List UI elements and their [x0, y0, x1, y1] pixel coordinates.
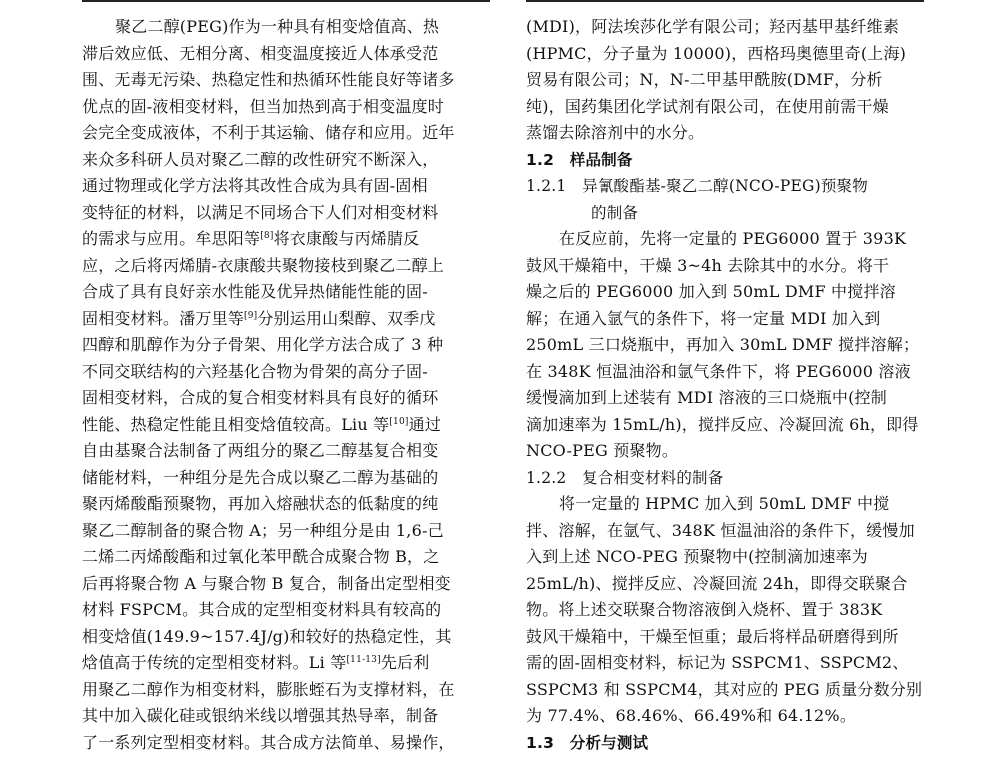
text-line: 不同交联结构的六羟基化合物为骨架的高分子固- — [82, 361, 428, 381]
citation-ref: [10] — [389, 416, 409, 427]
text-line: 25mL/h)、搅拌反应、冷凝回流 24h，即得交联聚合 — [526, 573, 908, 593]
text-line: 自由基聚合法制备了两组分的聚乙二醇基复合相变 — [82, 441, 439, 460]
text-segment: 先后利 — [380, 653, 430, 672]
text-line — [82, 650, 490, 677]
right-column — [526, 14, 924, 756]
text-line: 燥之后的 PEG6000 加入到 50mL DMF 中搅拌溶 — [526, 282, 896, 301]
text-line: 鼓风干燥箱中，干燥 3~4h 去除其中的水分。将干 — [526, 255, 890, 275]
text-line: 蒸馏去除溶剂中的水分。 — [526, 123, 705, 142]
text-line: 滴加速率为 15mL/h)，搅拌反应、冷凝回流 6h，即得 — [526, 414, 919, 434]
text-line: 鼓风干燥箱中，干燥至恒重；最后将样品研磨得到所 — [526, 626, 899, 646]
text-line: SSPCM3 和 SSPCM4，其对应的 PEG 质量分数分别 — [526, 679, 923, 699]
text-line: 固相变材料，合成的复合相变材料具有良好的循环 — [82, 388, 439, 407]
left-column — [82, 14, 490, 756]
text-segment: 将衣康酸与丙烯腈反 — [273, 229, 420, 248]
text-line: 变特征的材料，以满足不同场合下人们对相变材料 — [82, 202, 439, 222]
top-rule-left — [82, 0, 490, 2]
text-line: 后再将聚合物 A 与聚合物 B 复合，制备出定型相变 — [82, 573, 451, 593]
text-line: 在 348K 恒温油浴和氩气条件下，将 PEG6000 溶液 — [526, 361, 911, 381]
text-line: 贸易有限公司；N，N-二甲基甲酰胺(DMF，分析 — [526, 70, 883, 89]
text-line: 入到上述 NCO-PEG 预聚物中(控制滴加速率为 — [526, 547, 868, 566]
text-line: 通过物理或化学方法将其改性合成为具有固-固相 — [82, 176, 428, 195]
section-heading: 1.3 分析与测试 — [526, 733, 649, 752]
text-segment: 性能、热稳定性能且相变焓值较高。Liu 等 — [82, 414, 390, 434]
text-line: 解；在通入氩气的条件下，将一定量 MDI 加入到 — [526, 308, 881, 328]
text-line — [82, 226, 490, 253]
top-rule-right — [526, 0, 924, 2]
text-segment: 通过 — [408, 414, 442, 434]
text-line: 围、无毒无污染、热稳定性和热循环性能良好等诸多 — [82, 70, 455, 89]
text-line: 储能材料，一种组分是先合成以聚乙二醇为基础的 — [82, 467, 439, 487]
text-line: 在反应前，先将一定量的 PEG6000 置于 393K — [559, 229, 907, 248]
text-line: 纯)，国药集团化学试剂有限公司，在使用前需干燥 — [526, 96, 889, 116]
text-line: 相变焓值(149.9~157.4J/g)和较好的热稳定性，其 — [82, 626, 452, 646]
text-line: 合成了具有良好亲水性能及优异热储能性能的固- — [82, 282, 428, 301]
text-line: (MDI)，阿法埃莎化学有限公司；羟丙基甲基纤维素 — [526, 17, 900, 36]
text-line: 二烯二丙烯酸酯和过氧化苯甲酰合成聚合物 B，之 — [82, 547, 440, 566]
text-line: (HPMC，分子量为 10000)，西格玛奥德里奇(上海) — [526, 43, 907, 63]
text-line: 聚乙二醇制备的聚合物 A；另一种组分是由 1,6-己 — [82, 520, 444, 540]
text-line: 聚丙烯酸酯预聚物，再加入熔融状态的低黏度的纯 — [82, 494, 439, 513]
text-line: 会完全变成液体，不利于其运输、储存和应用。近年 — [82, 123, 455, 142]
subsection-heading: 1.2.1 异氰酸酯基-聚乙二醇(NCO-PEG)预聚物 — [526, 177, 868, 195]
text-line: 滞后效应低、无相分离、相变温度接近人体承受范 — [82, 43, 439, 63]
section-heading: 1.2 样品制备 — [526, 150, 633, 169]
text-line: 用聚乙二醇作为相变材料，膨胀蛭石为支撑材料，在 — [82, 679, 455, 699]
text-line: 优点的固-液相变材料，但当加热到高于相变温度时 — [82, 96, 445, 116]
text-line: 将一定量的 HPMC 加入到 50mL DMF 中搅 — [559, 494, 890, 513]
subsection-heading: 的制备 — [591, 203, 639, 222]
text-line: 聚乙二醇(PEG)作为一种具有相变焓值高、热 — [115, 17, 440, 36]
text-segment: 固相变材料。潘万里等 — [82, 308, 245, 328]
text-line: 来众多科研人员对聚乙二醇的改性研究不断深入， — [82, 149, 439, 169]
text-line: 了一系列定型相变材料。其合成方法简单、易操作， — [82, 732, 455, 752]
text-line: 材料 FSPCM。其合成的定型相变材料具有较高的 — [82, 600, 442, 619]
text-line: NCO-PEG 预聚物。 — [526, 441, 679, 460]
text-segment: 的需求与应用。牟思阳等 — [82, 229, 261, 248]
text-line: 为 77.4%、68.46%、66.49%和 64.12%。 — [526, 706, 857, 725]
text-segment: 焓值高于传统的定型相变材料。Li 等 — [82, 653, 347, 672]
citation-ref: [11-13] — [346, 655, 381, 665]
text-segment: 分别运用山梨醇、双季戊 — [257, 308, 436, 328]
text-line: 应，之后将丙烯腈-衣康酸共聚物接枝到聚乙二醇上 — [82, 255, 445, 275]
citation-ref: [9] — [244, 310, 258, 321]
text-line: 需的固-固相变材料，标记为 SSPCM1、SSPCM2、 — [526, 653, 909, 672]
text-line: 缓慢滴加到上述装有 MDI 溶液的三口烧瓶中(控制 — [526, 388, 887, 407]
text-line: 物。将上述交联聚合物溶液倒入烧杯、置于 383K — [526, 600, 883, 619]
text-line: 拌、溶解，在氩气、348K 恒温油浴的条件下，缓慢加 — [526, 520, 915, 540]
citation-ref: [8] — [260, 231, 274, 241]
text-line: 四醇和肌醇作为分子骨架、用化学方法合成了 3 种 — [82, 335, 444, 354]
text-line — [82, 412, 490, 439]
subsection-heading: 1.2.2 复合相变材料的制备 — [526, 468, 724, 487]
text-line: 250mL 三口烧瓶中，再加入 30mL DMF 搅拌溶解； — [526, 335, 920, 354]
text-line: 其中加入碳化硅或银纳米线以增强其热导率，制备 — [82, 706, 439, 725]
text-line — [82, 306, 490, 333]
